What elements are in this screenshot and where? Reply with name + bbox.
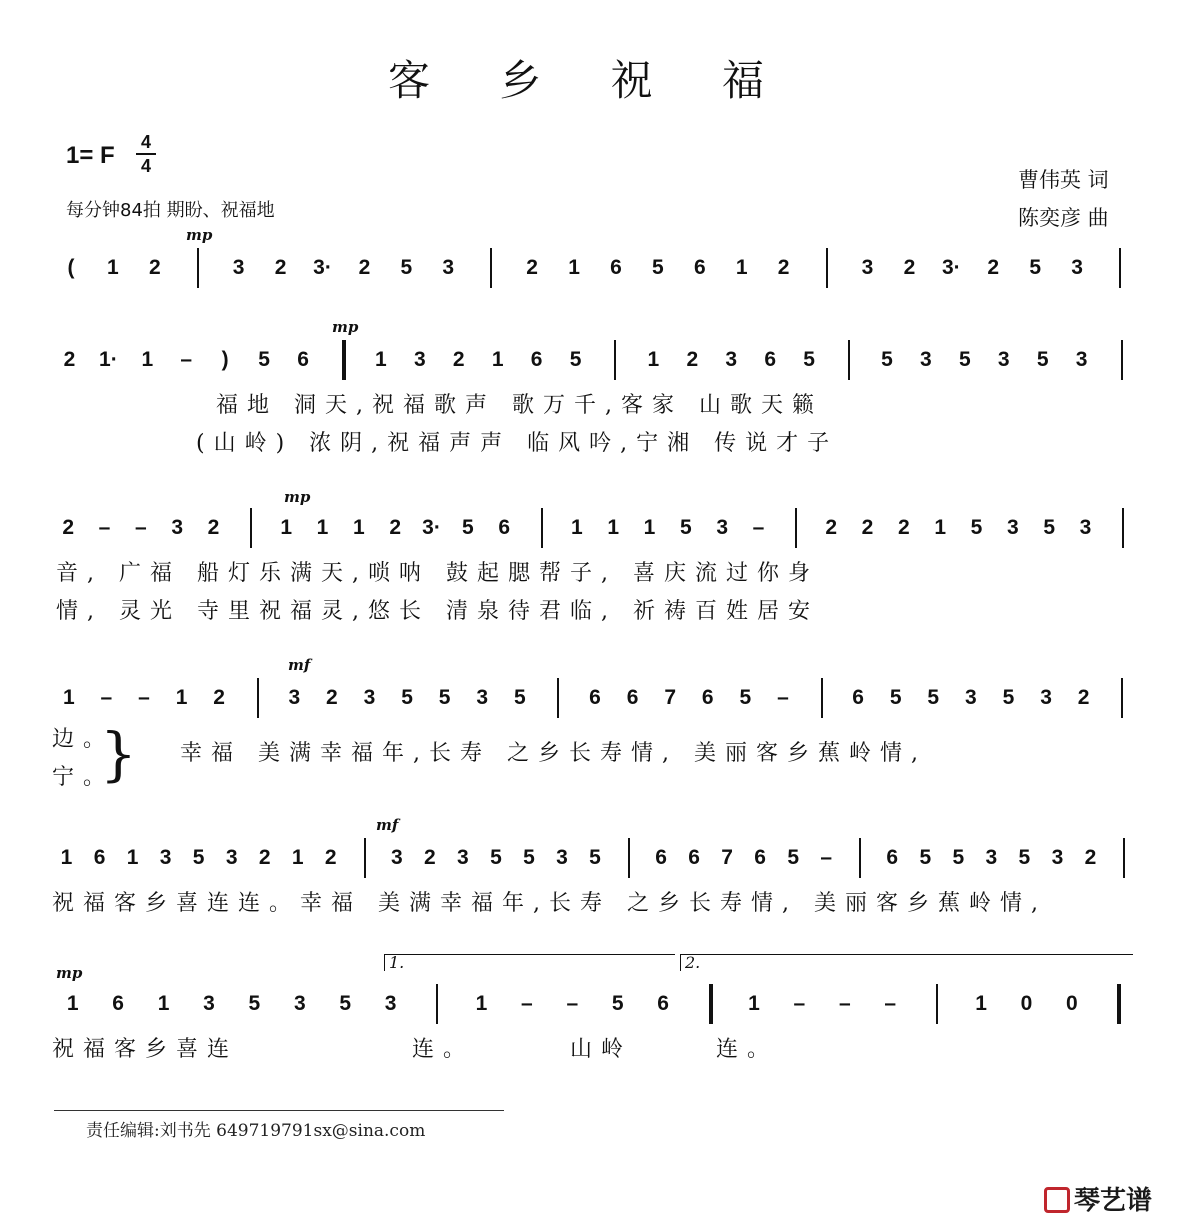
bar-line <box>197 248 199 288</box>
note: 1 <box>141 348 154 371</box>
note: 1 <box>126 846 139 869</box>
bar-line <box>795 508 797 548</box>
note: 3 <box>997 348 1010 371</box>
note: 3 <box>232 256 245 279</box>
lyric-ending-1-pickup: 山岭 <box>570 1037 633 1062</box>
note: 2 <box>148 256 161 279</box>
note: 5 <box>461 516 474 539</box>
note: 0 <box>1020 992 1033 1015</box>
dynamic-marking: mp <box>284 488 311 506</box>
lyric-line-6: 祝福客乡喜连 <box>52 1037 239 1062</box>
note: ( <box>67 256 75 279</box>
bar-line <box>821 678 823 718</box>
note: 3 <box>390 846 403 869</box>
lyric-line-2-verse-1: 福地 洞天,祝福歌声 歌万千,客家 山歌天籁 <box>216 393 823 418</box>
bar-line <box>614 340 616 380</box>
meter-bottom: 4 <box>140 156 151 176</box>
note: 6 <box>655 846 667 869</box>
note: – <box>793 992 806 1015</box>
lyric-line-4-verse-2-end: 宁。 <box>52 765 115 790</box>
bar-line <box>1123 838 1125 878</box>
note: 2 <box>326 686 338 709</box>
note: 5 <box>339 992 352 1015</box>
bar-line <box>364 838 366 878</box>
note: 5 <box>927 686 940 709</box>
note: 3 <box>1040 686 1052 709</box>
note: 5 <box>611 992 624 1015</box>
note: 2 <box>62 516 74 539</box>
note: 5 <box>490 846 502 869</box>
note: 5 <box>889 686 902 709</box>
bar-line <box>490 248 492 288</box>
note: 2 <box>903 256 916 279</box>
bar-line <box>257 678 259 718</box>
dynamic-marking: mp <box>56 964 83 982</box>
lyric-line-3-verse-1: 音, 广福 船灯乐满天,唢呐 鼓起腮帮子, 喜庆流过你身 <box>56 561 819 586</box>
note: 3 <box>203 992 215 1015</box>
note: 1 <box>607 516 619 539</box>
note: 3 <box>1075 348 1088 371</box>
note: 6 <box>886 846 899 869</box>
note: 1 <box>62 686 75 709</box>
note: 2 <box>777 256 790 279</box>
note: 5 <box>679 516 692 539</box>
note: 7 <box>664 686 677 709</box>
note: 6 <box>297 348 309 371</box>
bar-line <box>436 984 438 1024</box>
note: 1 <box>647 348 660 371</box>
note: 2 <box>358 256 371 279</box>
note: 2 <box>424 846 436 869</box>
note: 6 <box>610 256 622 279</box>
bar-line <box>826 248 828 288</box>
bar-line <box>250 508 252 548</box>
note: 1 <box>975 992 987 1015</box>
note: 5 <box>952 846 965 869</box>
note: 2 <box>861 516 874 539</box>
note: – <box>566 992 579 1015</box>
site-logo <box>1044 1180 1152 1217</box>
note: – <box>820 846 833 869</box>
note: 6 <box>657 992 669 1015</box>
bar-line <box>709 984 713 1024</box>
note: 5 <box>739 686 752 709</box>
volta-first-ending <box>384 954 675 971</box>
note: 5 <box>248 992 261 1015</box>
note: 3 <box>225 846 238 869</box>
note: 1 <box>157 992 170 1015</box>
note: 3 <box>171 516 183 539</box>
bar-line <box>541 508 543 548</box>
note: 6 <box>764 348 777 371</box>
note: – <box>521 992 533 1015</box>
lyric-line-4-verse-1-end: 边。 <box>52 727 115 752</box>
note: – <box>752 516 765 539</box>
note: – <box>98 516 111 539</box>
note: 5 <box>652 256 664 279</box>
note: 2 <box>207 516 220 539</box>
note: 5 <box>400 256 413 279</box>
note: 3 <box>442 256 455 279</box>
note: 3 <box>476 686 489 709</box>
note: 3 <box>384 992 397 1015</box>
note: 6 <box>93 846 106 869</box>
note: 1 <box>934 516 946 539</box>
volta-second-label: 2. <box>685 953 701 972</box>
note: 1· <box>99 348 118 371</box>
note: 5 <box>1018 846 1031 869</box>
note: 3· <box>313 256 332 279</box>
note: 5 <box>919 846 932 869</box>
note: 1 <box>60 846 73 869</box>
lyric-line-3-verse-2: 情, 灵光 寺里祝福灵,悠长 清泉待君临, 祈祷百姓居安 <box>56 599 819 624</box>
note: 6 <box>498 516 510 539</box>
note: 2 <box>213 686 225 709</box>
note: 1 <box>568 256 580 279</box>
note: 0 <box>1066 992 1078 1015</box>
note: 2 <box>1077 686 1090 709</box>
note: 6 <box>112 992 124 1015</box>
bar-line <box>859 838 861 878</box>
note: 2 <box>63 348 76 371</box>
dynamic-marking: mf <box>376 816 399 834</box>
note: 5 <box>1029 256 1042 279</box>
note: 5 <box>1002 686 1015 709</box>
note: ) <box>221 348 229 371</box>
note: 5 <box>1036 348 1049 371</box>
note: – <box>134 516 147 539</box>
note: 6 <box>754 846 766 869</box>
bar-line <box>1121 678 1123 718</box>
note: 2 <box>274 256 287 279</box>
volta-first-label: 1. <box>389 953 405 972</box>
note: 1 <box>375 348 387 371</box>
lyric-line-4-refrain: 幸福 美满幸福年,长寿 之乡长寿情, 美丽客乡蕉岭情, <box>180 741 927 766</box>
logo-icon <box>1044 1187 1070 1213</box>
note: – <box>100 686 113 709</box>
note: 2 <box>686 348 699 371</box>
note: – <box>138 686 150 709</box>
bar-line <box>936 984 938 1024</box>
note: – <box>838 992 851 1015</box>
note: 3 <box>861 256 874 279</box>
meter-bar <box>136 153 156 155</box>
note: 6 <box>530 348 543 371</box>
note: 3 <box>716 516 728 539</box>
lyric-ending-1: 连。 <box>412 1037 475 1062</box>
note: 6 <box>693 256 706 279</box>
volta-second-ending <box>680 954 1133 971</box>
footer-rule <box>54 1110 504 1111</box>
dynamic-marking: mf <box>288 656 311 674</box>
dynamic-marking: mp <box>332 318 359 336</box>
note: 6 <box>626 686 639 709</box>
note: 3 <box>725 348 738 371</box>
composer-credit: 陈奕彦 曲 <box>1018 206 1109 230</box>
note: 3 <box>288 686 301 709</box>
note: 1 <box>491 348 504 371</box>
note: 2 <box>897 516 910 539</box>
note: 1 <box>643 516 656 539</box>
note: – <box>180 348 193 371</box>
note: 1 <box>280 516 292 539</box>
note: 2 <box>1084 846 1097 869</box>
note: 5 <box>523 846 535 869</box>
note: 2 <box>389 516 401 539</box>
note: – <box>884 992 897 1015</box>
note: 2 <box>324 846 337 869</box>
page-title: 客 乡 祝 福 <box>387 56 793 105</box>
note: 1 <box>175 686 188 709</box>
note: 1 <box>570 516 583 539</box>
note: 2 <box>825 516 837 539</box>
meter-top: 4 <box>140 132 151 152</box>
bar-line <box>1122 508 1124 548</box>
logo-text: 琴艺谱 <box>1073 1186 1152 1216</box>
note: 2 <box>258 846 271 869</box>
note: 5 <box>881 348 893 371</box>
note: 5 <box>438 686 451 709</box>
note: 3 <box>1006 516 1019 539</box>
verse-brace: } <box>100 720 137 788</box>
note: 3 <box>1051 846 1064 869</box>
note: 5 <box>803 348 815 371</box>
note: 3· <box>942 256 961 279</box>
lyric-line-2-verse-2: (山岭) 浓阴,祝福声声 临风吟,宁湘 传说才子 <box>196 431 839 456</box>
bar-line <box>628 838 630 878</box>
note: 1 <box>748 992 760 1015</box>
note: 1 <box>107 256 119 279</box>
note: 1 <box>475 992 488 1015</box>
note: 1 <box>352 516 365 539</box>
note: 6 <box>688 846 700 869</box>
bar-line <box>1117 984 1121 1024</box>
bar-line <box>848 340 850 380</box>
lyric-line-5: 祝福客乡喜连连。幸福 美满幸福年,长寿 之乡长寿情, 美丽客乡蕉岭情, <box>52 891 1047 916</box>
note: 1 <box>66 992 79 1015</box>
note: 5 <box>589 846 601 869</box>
note: 1 <box>735 256 748 279</box>
bar-line <box>342 340 346 380</box>
bar-line <box>1121 340 1123 380</box>
note: 2 <box>452 348 465 371</box>
note: 3 <box>159 846 172 869</box>
note: 6 <box>852 686 864 709</box>
lyric-ending-2: 连。 <box>716 1037 779 1062</box>
note: 2 <box>526 256 538 279</box>
key-signature: 1= F <box>66 142 115 169</box>
note: 3 <box>1071 256 1083 279</box>
note: 5 <box>513 686 526 709</box>
note: 3 <box>920 348 932 371</box>
note: – <box>777 686 789 709</box>
note: 3 <box>965 686 977 709</box>
note: 1 <box>316 516 329 539</box>
note: 5 <box>787 846 800 869</box>
bar-line <box>557 678 559 718</box>
lyricist-credit: 曹伟英 词 <box>1018 168 1109 192</box>
tempo-marking: 每分钟84拍 期盼、祝福地 <box>66 200 275 221</box>
note: 3· <box>422 516 441 539</box>
note: 5 <box>569 348 582 371</box>
note: 3 <box>985 846 998 869</box>
note: 6 <box>589 686 601 709</box>
note: 3 <box>293 992 306 1015</box>
note: 5 <box>258 348 270 371</box>
note: 1 <box>291 846 304 869</box>
note: 3 <box>556 846 568 869</box>
note: 3 <box>1079 516 1092 539</box>
editor-credit: 责任编辑:刘书先 649719791sx@sina.com <box>86 1121 426 1141</box>
note: 5 <box>970 516 983 539</box>
dynamic-marking: mp <box>186 226 213 244</box>
time-signature <box>136 132 156 176</box>
note: 7 <box>721 846 733 869</box>
note: 5 <box>401 686 413 709</box>
note: 5 <box>1043 516 1055 539</box>
note: 3 <box>413 348 426 371</box>
note: 6 <box>701 686 714 709</box>
note: 2 <box>987 256 1000 279</box>
note: 5 <box>192 846 205 869</box>
note: 3 <box>457 846 469 869</box>
note: 5 <box>958 348 971 371</box>
note: 3 <box>363 686 376 709</box>
bar-line <box>1119 248 1121 288</box>
